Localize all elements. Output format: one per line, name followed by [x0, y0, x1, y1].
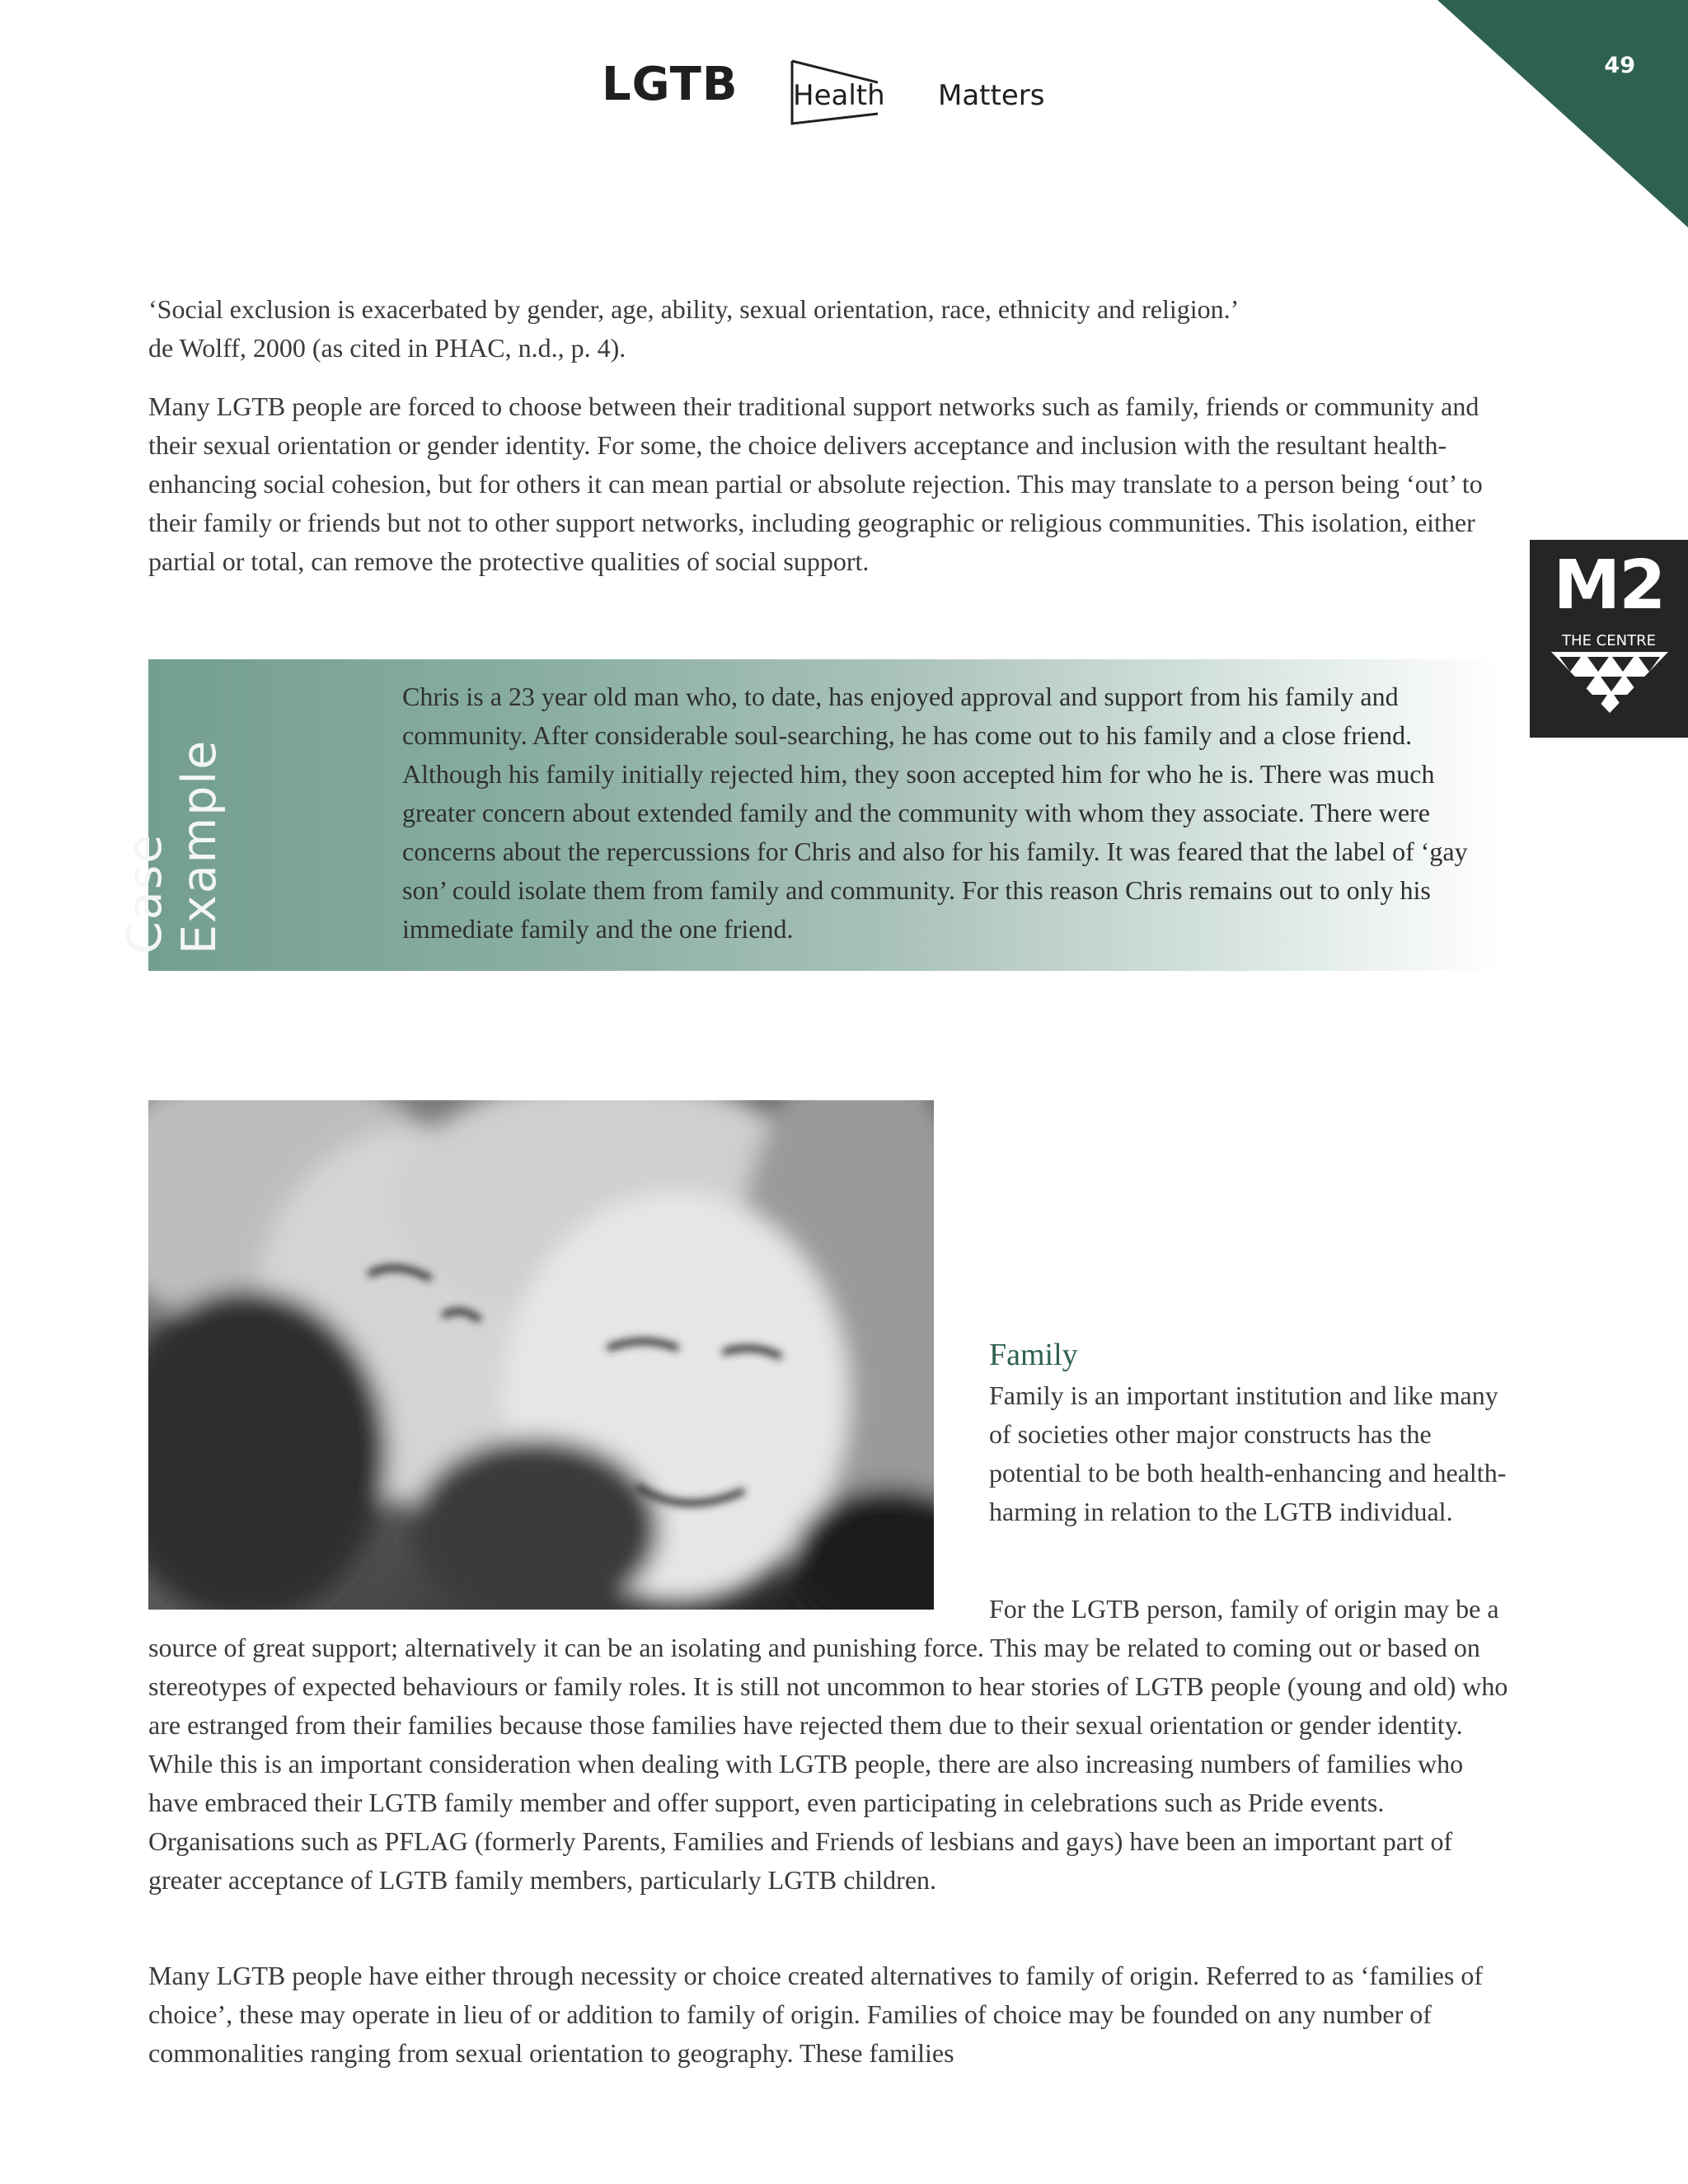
family-intro-paragraph: Family is an important institution and like many of societies other major constructs has the potential to be both health-enhancing and health-harming in relation to the LGTB individual.: [989, 1380, 1507, 1526]
quote-text: ‘Social exclusion is exacerbated by gender, age, ability, sexual orientation, race, ethnicity and religion.’: [148, 294, 1240, 324]
centre-triangle-logo-icon: [1548, 649, 1672, 715]
case-example-text: Chris is a 23 year old man who, to date, has enjoyed approval and support from his family and community. After considerable soul-searching, he has come out to his family and a close friend. Although his family initially rejected him, they soon accepted him for who he is. There was much greater concern about extended family and the community with whom they associate. There were concerns about the repercussions for Chris and also for his family. It was feared that the label of ‘gay son’ could isolate them from family and community. For this reason Chris remains out to only his immediate family and the one friend.: [402, 682, 1468, 944]
logo-lgtb-text: LGTB: [602, 58, 738, 111]
case-label-line1: Case: [118, 832, 172, 954]
family-paragraph-2: Many LGTB people have either through necessity or choice created alternatives to family of origin. Referred to as ‘families of choice’, these may operate in lieu of or addition to family of origin. Families of choice may be founded on any number of commonalities ranging from sexual orientation to geography. These families: [148, 1961, 1483, 2068]
page-number: 49: [1604, 53, 1635, 78]
module-code: M2: [1553, 546, 1665, 625]
family-heading: Family: [989, 1338, 1078, 1372]
case-label-line2: Example: [172, 738, 227, 954]
logo-matters-text: Matters: [938, 79, 1045, 112]
corner-triangle: [1437, 0, 1688, 227]
family-paragraph-1: For the LGTB person, family of origin may be a source of great support; alternatively it can be an isolating and punishing force. This may be related to coming out or based on stereotypes of expected behaviours or family roles. It is still not uncommon to hear stories of LGTB people (young and old) who are estranged from their families because those families have rejected them due to their sexual orientation or gender identity. While this is an important consideration when dealing with LGTB people, there are also increasing numbers of families who have embraced their LGTB family member and offer support, even participating in celebrations such as Pride events. Organisations such as PFLAG (formerly Parents, Families and Friends of lesbians and gays) have been an important part of greater acceptance of LGTB family members, particularly LGTB children.: [148, 1594, 1508, 1895]
logo-health-text: Health: [793, 79, 885, 112]
opening-quote: [148, 290, 1500, 368]
intro-paragraph: Many LGTB people are forced to choose between their traditional support networks such as family, friends or community and their sexual orientation or gender identity. For some, the choice delivers acceptance and inclusion with the resultant health-enhancing social cohesion, but for others it can mean partial or absolute rejection. This may translate to a person being ‘out’ to their family or friends but not to other support networks, including geographic or religious communities. This isolation, either partial or total, can remove the protective qualities of social support.: [148, 391, 1483, 576]
case-example-label: [118, 682, 288, 954]
family-photo: [148, 1100, 934, 1610]
photo-two-women-image: [148, 1100, 934, 1610]
module-tab: [1530, 540, 1688, 738]
quote-citation: de Wolff, 2000 (as cited in PHAC, n.d., p. 4).: [148, 333, 626, 363]
module-label: THE CENTRE: [1562, 632, 1656, 649]
header-logo: [602, 54, 1170, 129]
